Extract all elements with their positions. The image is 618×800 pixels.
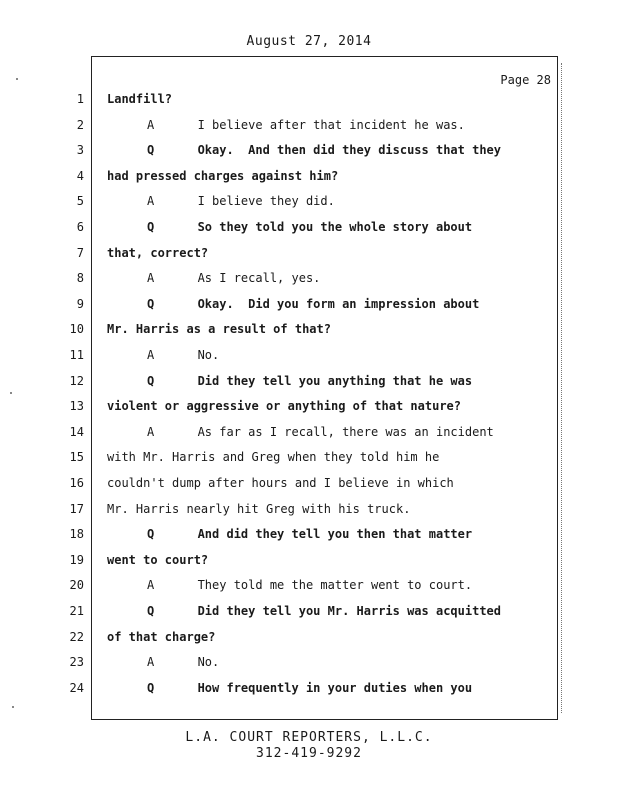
transcript-line [0,348,560,368]
line-text: Q Did they tell you Mr. Harris was acquitted [147,604,502,618]
transcript-line [0,118,560,138]
line-number: 19 [69,552,84,567]
line-number: 14 [69,424,84,439]
transcript-line [0,297,560,317]
footer-company: L.A. COURT REPORTERS, L.L.C. [185,730,433,745]
page-number: Page 28 [500,73,551,87]
line-text: Q Okay. And then did they discuss that they [147,143,502,158]
line-number: 16 [69,476,84,490]
line-text: A No. [147,348,220,362]
footer-phone: 312-419-9292 [256,746,362,761]
line-number: 18 [69,527,84,542]
line-number: 13 [69,399,84,414]
line-text: Landfill? [107,92,173,106]
transcript-line [0,450,560,470]
scan-speck [10,392,12,394]
line-number: 10 [69,322,84,337]
line-text: A I believe they did. [147,194,335,209]
line-text: A They told me the matter went to court. [147,578,473,593]
line-number: 20 [69,578,84,593]
line-text: A I believe after that incident he was. [147,117,465,132]
transcript-line [0,220,560,240]
line-number: 5 [76,194,84,209]
transcript-line [0,246,560,266]
line-number: 23 [69,655,84,670]
line-number: 11 [69,348,84,362]
transcript-line [0,655,560,675]
line-text: violent or aggressive or anything of that nature? [107,399,462,414]
line-number: 6 [76,220,84,234]
line-text: Q Did they tell you anything that he was [147,373,473,388]
line-text: went to court? [107,552,209,567]
transcript-line [0,425,560,445]
line-text: Mr. Harris nearly hit Greg with his truck. [107,501,411,516]
line-text: A As I recall, yes. [147,271,321,286]
line-number: 21 [69,604,84,618]
line-number: 2 [76,117,84,132]
line-number: 22 [69,629,84,644]
transcript-line [0,169,560,189]
scan-speck [12,706,14,708]
line-number: 4 [76,168,84,183]
line-text: of that charge? [107,629,216,644]
line-text: Q How frequently in your duties when you [147,680,473,695]
transcript-line [0,681,560,701]
transcript-line [0,322,560,342]
line-text: A No. [147,655,220,670]
line-number: 1 [76,92,84,106]
transcript-line [0,578,560,598]
transcript-line [0,630,560,650]
line-number: 8 [76,271,84,286]
transcript-line [0,271,560,291]
line-text: A As far as I recall, there was an incident [147,424,494,439]
page-header-date: August 27, 2014 [246,34,372,49]
transcript-line [0,143,560,163]
line-number: 7 [76,245,84,260]
line-text: Mr. Harris as a result of that? [107,322,331,337]
line-number: 9 [76,296,84,311]
line-number: 12 [69,373,84,388]
line-text: with Mr. Harris and Greg when they told him he [107,450,440,465]
line-number: 3 [76,143,84,158]
line-text: Q So they told you the whole story about [147,220,473,234]
line-text: Q Okay. Did you form an impression about [147,296,480,311]
line-number: 24 [69,680,84,695]
line-text: Q And did they tell you then that matter [147,527,473,542]
transcript-line [0,194,560,214]
line-text: had pressed charges against him? [107,168,339,183]
line-number: 15 [69,450,84,465]
transcript-line [0,374,560,394]
transcript-line [0,527,560,547]
line-text: couldn't dump after hours and I believe in which [107,476,454,490]
transcript-line [0,399,560,419]
line-text: that, correct? [107,245,209,260]
transcript-line [0,92,560,112]
scan-speck [16,78,18,80]
transcript-line [0,604,560,624]
transcript-line [0,502,560,522]
transcript-line [0,553,560,573]
line-number: 17 [69,501,84,516]
transcript-line [0,476,560,496]
